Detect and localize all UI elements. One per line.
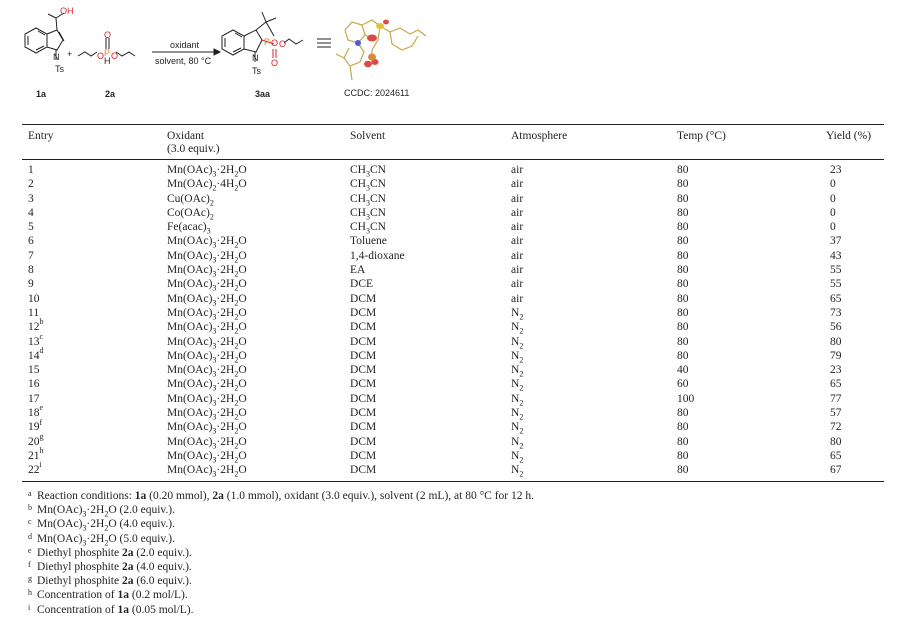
- footnote: [28, 487, 534, 501]
- entry-footnote-mark: h: [39, 446, 44, 456]
- table-row: [22, 249, 884, 263]
- oxidant-cell: $Mn(OAc)_3\cdot 2H_2O$: [167, 435, 247, 450]
- atmosphere-cell: $N_2$: [511, 335, 524, 350]
- entry-cell: 8: [28, 264, 34, 277]
- label-3aa: 3aa: [255, 89, 271, 99]
- footnote-text: $Mn(OAc)_3\cdot 2H_2O$ (4.0 equiv.).: [37, 518, 176, 533]
- entry-cell: 9: [28, 278, 34, 291]
- yield-cell: 80: [830, 435, 842, 448]
- header-oxidant: [167, 130, 220, 156]
- arrow-top-text: oxidant: [170, 40, 200, 50]
- footnote: [28, 544, 534, 558]
- temp-cell: 80: [677, 306, 689, 319]
- table-body: [22, 160, 884, 478]
- table-row: [22, 431, 884, 450]
- footnote-text: Concentration of: [37, 589, 118, 602]
- footnote-text: (0.05 mol/L).: [128, 603, 194, 616]
- entry-footnote-mark: i: [39, 460, 42, 470]
- temp-cell: 40: [677, 364, 689, 377]
- temp-cell: 80: [677, 335, 689, 348]
- footnote-text: $Mn(OAc)_3\cdot 2H_2O$ (5.0 equiv.).: [37, 532, 176, 547]
- footnote: [28, 501, 534, 519]
- entry-cell: 15: [28, 364, 40, 377]
- entry-footnote-mark: e: [39, 403, 44, 413]
- yield-cell: 23: [830, 364, 842, 377]
- temp-cell: 80: [677, 321, 689, 334]
- footnote-text: (1.0 mmol), oxidant (3.0 equiv.), solvent (2 mL), at 80 °C for 12 h.: [223, 490, 535, 502]
- table-row: [22, 417, 884, 436]
- atmosphere-cell: air: [511, 192, 524, 205]
- entry-cell: 13$^c$: [28, 331, 44, 348]
- footnote-mark: c: [28, 517, 32, 527]
- yield-cell: 65: [830, 292, 842, 305]
- yield-cell: 67: [830, 464, 842, 477]
- table-bottom-rule: [22, 481, 884, 482]
- oxidant-cell: $Mn(OAc)_3\cdot 2H_2O$: [167, 278, 247, 293]
- compound-ref: 2a: [212, 490, 224, 502]
- table-row: [22, 263, 884, 277]
- atmosphere-cell: air: [511, 249, 524, 262]
- atmosphere-cell: $N_2$: [511, 378, 524, 393]
- yield-cell: 55: [830, 278, 842, 291]
- yield-cell: 37: [830, 235, 842, 248]
- temp-cell: 80: [677, 221, 689, 234]
- table-row: [22, 292, 884, 306]
- footnote-text: Diethyl phosphite: [37, 560, 122, 573]
- solvent-cell: EA: [350, 264, 366, 277]
- solvent-cell: DCM: [350, 435, 377, 448]
- footnote-text: $Mn(OAc)_3\cdot 2H_2O$ (2.0 equiv.).: [37, 504, 176, 519]
- temp-cell: 80: [677, 464, 689, 477]
- entry-footnote-mark: c: [39, 331, 44, 341]
- label-1a: 1a: [36, 89, 47, 99]
- entry-cell: 5: [28, 221, 34, 234]
- crystal-caption: CCDC: 2024611: [344, 88, 410, 98]
- footnote-text: Diethyl phosphite: [37, 575, 122, 588]
- solvent-cell: Toluene: [350, 235, 387, 248]
- entry-cell: 6: [28, 235, 34, 248]
- arrow-bottom-text: solvent, 80 °C: [155, 56, 212, 66]
- footnote-text: Concentration of: [37, 603, 118, 616]
- oxidant-cell: $Mn(OAc)_3\cdot 2H_2O$: [167, 321, 247, 336]
- atmosphere-cell: $N_2$: [511, 449, 524, 465]
- table-row: [22, 277, 884, 291]
- yield-cell: 77: [830, 392, 842, 405]
- footnote-text: (0.2 mol/L).: [128, 589, 188, 602]
- compound-ref: 1a: [117, 603, 129, 616]
- o-label-3aa-double: O: [271, 58, 279, 68]
- entry-cell: 12$^b$: [28, 317, 44, 334]
- p-label-2a: P: [104, 48, 111, 58]
- atmosphere-cell: $N_2$: [511, 464, 524, 479]
- yield-cell: 80: [830, 335, 842, 348]
- footnote: [28, 586, 534, 600]
- p-label-3aa: P: [264, 37, 271, 47]
- table-row: [22, 346, 884, 365]
- entry-cell: 2: [28, 178, 34, 191]
- solvent-cell: DCM: [350, 378, 377, 391]
- oxidant-cell: $Fe(acac)_3$: [167, 221, 211, 236]
- yield-cell: 0: [830, 192, 836, 205]
- entry-cell: 17: [28, 392, 40, 405]
- crystal-structure-image: [336, 20, 426, 80]
- table-header: [22, 125, 884, 159]
- temp-cell: 80: [677, 278, 689, 291]
- temp-cell: 80: [677, 264, 689, 277]
- product-3aa-structure: [222, 12, 303, 62]
- solvent-cell: DCM: [350, 349, 377, 362]
- atmosphere-cell: air: [511, 206, 524, 219]
- header-oxidant-equiv: (3.0 equiv.): [167, 143, 220, 155]
- footnote-text: Reaction conditions:: [37, 490, 135, 502]
- compound-ref: 2a: [121, 575, 134, 588]
- temp-cell: 80: [677, 235, 689, 248]
- table-row: [22, 220, 884, 234]
- solvent-cell: DCE: [350, 278, 374, 291]
- footnote-mark: e: [28, 545, 32, 555]
- header-entry: Entry: [28, 130, 54, 142]
- yield-cell: 65: [830, 449, 842, 462]
- footnote-mark: a: [28, 489, 32, 498]
- footnote: [28, 515, 534, 533]
- oxidant-cell: $Mn(OAc)_3\cdot 2H_2O$: [167, 392, 247, 408]
- table-row: [22, 177, 884, 191]
- table-row: [22, 192, 884, 206]
- o-label-3aa-ester: O: [279, 39, 287, 49]
- oxidant-cell: $Mn(OAc)_3\cdot 2H_2O$: [167, 249, 247, 265]
- o-label-3aa-ring: O: [271, 38, 279, 48]
- temp-cell: 80: [677, 349, 689, 362]
- yield-cell: 55: [830, 264, 842, 277]
- temp-cell: 80: [677, 449, 689, 462]
- yield-cell: 72: [830, 421, 842, 434]
- oh-label: OH: [60, 6, 74, 16]
- solvent-cell: $CH_3CN$: [350, 164, 386, 179]
- entry-cell: 10: [28, 292, 40, 305]
- entry-cell: 21$^h$: [28, 446, 44, 462]
- yield-cell: 73: [830, 306, 842, 319]
- oxidant-cell: $Mn(OAc)_3\cdot 2H_2O$: [167, 235, 247, 250]
- yield-cell: 0: [830, 206, 836, 219]
- solvent-cell: DCM: [350, 364, 377, 377]
- atmosphere-cell: air: [511, 178, 524, 191]
- solvent-cell: DCM: [350, 464, 377, 477]
- header-temp: Temp (°C): [677, 130, 726, 142]
- yield-cell: 43: [830, 249, 842, 262]
- yield-cell: 65: [830, 378, 842, 391]
- table-row: [22, 363, 884, 377]
- optimization-table: [22, 124, 884, 482]
- ts-label-3aa: Ts: [252, 66, 261, 76]
- oxidant-cell: $Mn(OAc)_2\cdot 4H_2O$: [167, 178, 247, 193]
- temp-cell: 80: [677, 435, 689, 448]
- compound-ref: 1a: [134, 490, 147, 502]
- atmosphere-cell: $N_2$: [511, 306, 524, 322]
- o-label-2a-right: O: [111, 51, 119, 61]
- footnote-text: Diethyl phosphite: [37, 546, 122, 559]
- table-row: [22, 446, 884, 465]
- solvent-cell: DCM: [350, 335, 377, 348]
- temp-cell: 80: [677, 292, 689, 305]
- table-footnotes: [28, 487, 534, 615]
- temp-cell: 80: [677, 178, 689, 191]
- atmosphere-cell: $N_2$: [511, 435, 524, 450]
- compound-ref: 2a: [121, 560, 134, 573]
- compound-ref: 2a: [121, 546, 134, 559]
- footnote-mark: f: [28, 559, 31, 569]
- equivalence-symbol: [317, 39, 331, 47]
- temp-cell: 80: [677, 192, 689, 205]
- entry-cell: 7: [28, 249, 34, 262]
- ts-label-1a: Ts: [55, 64, 64, 74]
- oxidant-cell: $Mn(OAc)_3\cdot 2H_2O$: [167, 364, 247, 379]
- solvent-cell: $CH_3CN$: [350, 178, 386, 193]
- table-row: [22, 317, 884, 336]
- solvent-cell: DCM: [350, 292, 377, 305]
- entry-cell: 18e: [28, 403, 44, 420]
- o-label-2a-top: O: [104, 30, 112, 40]
- table-row: [22, 306, 884, 320]
- header-yield: Yield (%): [826, 130, 872, 142]
- atmosphere-cell: air: [511, 278, 524, 291]
- solvent-cell: DCM: [350, 321, 377, 334]
- label-2a: 2a: [105, 89, 116, 99]
- atmosphere-cell: air: [511, 292, 524, 305]
- footnote: [28, 558, 534, 572]
- table-row: [22, 234, 884, 248]
- solvent-cell: $CH_3CN$: [350, 192, 386, 207]
- temp-cell: 80: [677, 407, 689, 420]
- solvent-cell: DCM: [350, 392, 377, 405]
- solvent-cell: DCM: [350, 449, 377, 462]
- entry-cell: 14$^d$: [28, 346, 44, 362]
- solvent-cell: DCM: [350, 306, 377, 319]
- compound-ref: 1a: [117, 589, 129, 602]
- entry-footnote-mark: f: [39, 417, 43, 427]
- atmosphere-cell: $N_2$: [511, 349, 524, 365]
- entry-cell: 19$^f$: [28, 417, 43, 434]
- footnote-text: (0.20 mmol),: [146, 490, 213, 502]
- header-solvent: Solvent: [350, 130, 386, 142]
- footnote-mark: g: [28, 574, 32, 584]
- yield-cell: 57: [830, 407, 842, 420]
- solvent-cell: 1,4-dioxane: [350, 249, 405, 262]
- entry-cell: 20$^g$: [28, 431, 44, 448]
- entry-cell: 16: [28, 378, 40, 391]
- solvent-cell: $CH_3CN$: [350, 221, 386, 236]
- atmosphere-cell: $N_2$: [511, 392, 524, 408]
- oxidant-cell: $Mn(OAc)_3\cdot 2H_2O$: [167, 292, 247, 307]
- reaction-scheme: [0, 0, 900, 120]
- atmosphere-cell: air: [511, 164, 524, 176]
- plus-sign: +: [67, 49, 73, 59]
- entry-footnote-mark: b: [39, 317, 44, 327]
- oxidant-cell: $Mn(OAc)_3\cdot 2H_2O$: [167, 407, 247, 422]
- oxidant-cell: $Mn(OAc)_3\cdot 2H_2O$: [167, 349, 247, 365]
- table-row: [22, 377, 884, 391]
- entry-cell: 4: [28, 206, 34, 219]
- temp-cell: 60: [677, 378, 689, 391]
- footnote: [28, 530, 534, 547]
- atmosphere-cell: $N_2$: [511, 407, 524, 422]
- solvent-cell: $CH_3CN$: [350, 206, 386, 222]
- footnote-mark: d: [28, 531, 32, 541]
- oxidant-cell: $Mn(OAc)_3\cdot 2H_2O$: [167, 335, 247, 350]
- yield-cell: 56: [830, 321, 842, 334]
- yield-cell: 23: [830, 164, 842, 176]
- solvent-cell: DCM: [350, 421, 377, 434]
- oxidant-cell: $Mn(OAc)_3\cdot 2H_2O$: [167, 306, 247, 322]
- atmosphere-cell: $N_2$: [511, 364, 524, 379]
- atmosphere-cell: air: [511, 235, 524, 248]
- oxidant-cell: $Mn(OAc)_3\cdot 2H_2O$: [167, 449, 247, 465]
- table-row: [22, 403, 884, 422]
- footnote-text: (2.0 equiv.).: [133, 546, 192, 559]
- footnote-text: (4.0 equiv.).: [133, 560, 192, 573]
- atmosphere-cell: $N_2$: [511, 321, 524, 336]
- entry-cell: 3: [28, 192, 34, 205]
- temp-cell: 80: [677, 164, 689, 176]
- footnote-mark: b: [28, 503, 32, 513]
- yield-cell: 79: [830, 349, 842, 362]
- table-row: [22, 206, 884, 220]
- atmosphere-cell: air: [511, 264, 524, 277]
- header-atmosphere: Atmosphere: [511, 130, 568, 142]
- oxidant-cell: $Mn(OAc)_3\cdot 2H_2O$: [167, 164, 247, 179]
- entry-cell: 1: [28, 164, 34, 176]
- oxidant-cell: $Cu(OAc)_2$: [167, 192, 214, 207]
- yield-cell: 0: [830, 221, 836, 234]
- oxidant-cell: $Mn(OAc)_3\cdot 2H_2O$: [167, 464, 247, 479]
- table-row: [22, 331, 884, 350]
- oxidant-cell: $Mn(OAc)_3\cdot 2H_2O$: [167, 264, 247, 279]
- atmosphere-cell: $N_2$: [511, 421, 524, 436]
- temp-cell: 100: [677, 392, 695, 405]
- entry-cell: 22$^i$: [28, 460, 42, 477]
- entry-cell: 11: [28, 306, 40, 319]
- footnote-text: (6.0 equiv.).: [133, 575, 192, 588]
- footnote-mark: i: [28, 602, 31, 612]
- temp-cell: 80: [677, 421, 689, 434]
- oxidant-cell: $Co(OAc)_2$: [167, 206, 214, 222]
- table-row: [22, 392, 884, 406]
- table-row: [22, 163, 884, 177]
- header-oxidant-label: Oxidant: [167, 130, 205, 142]
- atmosphere-cell: air: [511, 221, 524, 234]
- entry-footnote-mark: g: [39, 431, 44, 441]
- footnote: [28, 572, 534, 586]
- footnote-mark: h: [28, 588, 32, 598]
- oxidant-cell: $Mn(OAc)_3\cdot 2H_2O$: [167, 378, 247, 393]
- temp-cell: 80: [677, 249, 689, 262]
- n-label-1a: N: [53, 52, 60, 62]
- n-label-3aa: N: [252, 53, 259, 63]
- h-label-2a: H: [104, 56, 111, 66]
- crystal-atoms: [355, 20, 389, 68]
- temp-cell: 80: [677, 206, 689, 219]
- oxidant-cell: $Mn(OAc)_3\cdot 2H_2O$: [167, 421, 247, 436]
- footnote: [28, 601, 534, 615]
- yield-cell: 0: [830, 178, 836, 191]
- o-label-2a-left: O: [97, 51, 105, 61]
- entry-footnote-mark: d: [39, 346, 44, 356]
- solvent-cell: DCM: [350, 407, 377, 420]
- table-row: [22, 460, 884, 479]
